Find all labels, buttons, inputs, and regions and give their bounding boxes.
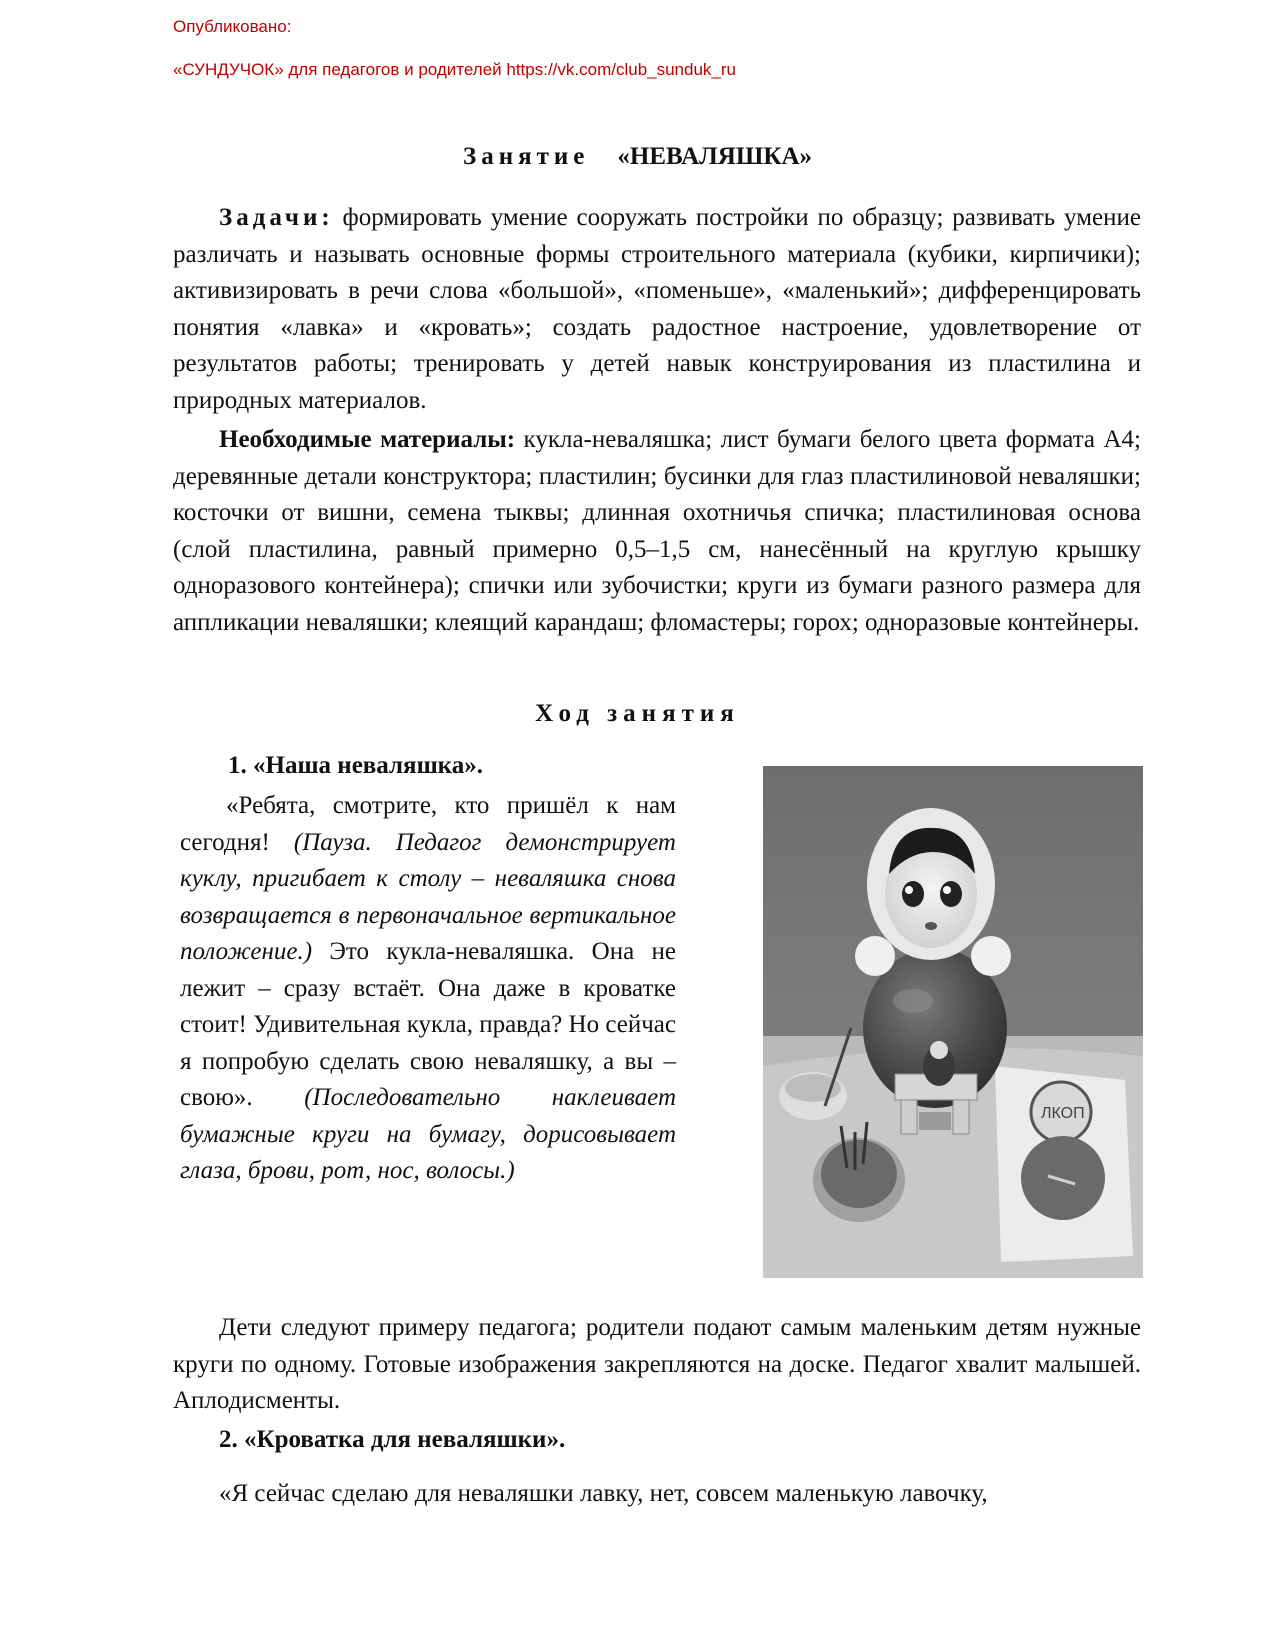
step1-remark-a: (Пауза. Педагог демонстрирует куклу, пригибает к столу – неваляшка снова возвращается в первоначальное вертикальное положение.) xyxy=(180,828,676,965)
tasks-text: формировать умение сооружать постройки по образцу; развивать умение различать и называть основные формы строительного материала (кубики, кирпичики); активизировать в речи слова «большой», «поменьше», «маленький»; дифференцировать понятия «лавка» и «кровать»; создать радостное настроение, удовлетворение от результатов работы; тренировать у детей навык конструирования из пластилина и природных материалов. xyxy=(173,204,1141,414)
step2-heading: 2. «Кроватка для неваляшки». xyxy=(219,1426,566,1453)
tasks-paragraph xyxy=(173,200,1141,419)
lesson-title-name: «НЕВАЛЯШКА» xyxy=(617,143,812,170)
step1-remark-b: (Последовательно наклеивает бумажные круги на бумагу, дорисовывает глаза, брови, рот, нос, волосы.) xyxy=(180,1084,677,1184)
step1-speech xyxy=(180,788,676,1190)
section-heading: Ход занятия xyxy=(535,700,740,727)
step1-heading: 1. «Наша неваляшка». xyxy=(228,752,483,779)
roly-poly-photo xyxy=(763,766,1143,1278)
step2-speech: «Я сейчас сделаю для неваляшки лавку, нет, совсем маленькую лавочку, xyxy=(219,1480,988,1507)
tasks-label: Задачи: xyxy=(219,204,334,231)
materials-text: кукла-неваляшка; лист бумаги белого цвета формата А4; деревянные детали конструктора; пластилин; бусинки для глаз пластилиновой неваляшки; косточки от вишни, семена тыквы; длинная охотничья спичка; пластилиновая основа (слой пластилина, равный примерно 0,5–1,5 см, нанесённый на круглую крышку одноразового контейнера); спички или зубочистки; круги из бумаги разного размера для аппликации неваляшки; клеящий карандаш; фломастеры; горох; одноразовые контейнеры. xyxy=(173,426,1141,636)
paper-sign-text: ЛКОП xyxy=(1041,1105,1085,1122)
materials-paragraph xyxy=(173,422,1141,641)
lesson-title-word: Занятие xyxy=(463,143,590,170)
step1-speech-b: Это кукла-неваляшка. Она не лежит – сразу встаёт. Она даже в кроватке стоит! Удивительная кукла, правда? Но сейчас я попробую сделать свою неваляшку, а вы – свою». xyxy=(180,938,676,1111)
published-source: «СУНДУЧОК» для педагогов и родителей https://vk.com/club_sunduk_ru xyxy=(173,60,736,79)
children-paragraph: Дети следуют примеру педагога; родители подают самым маленьким детям нужные круги по одному. Готовые изображения закрепляются на доске. Педагог хвалит малышей. Аплодисменты. xyxy=(173,1314,1141,1414)
roly-poly-photo-illustration xyxy=(763,766,1143,1278)
lesson-title xyxy=(0,143,1275,171)
materials-label: Необходимые материалы: xyxy=(219,426,516,453)
step1-speech-a: «Ребята, смотрите, кто пришёл к нам сегодня! xyxy=(180,792,676,856)
published-label: Опубликовано: xyxy=(173,17,292,36)
